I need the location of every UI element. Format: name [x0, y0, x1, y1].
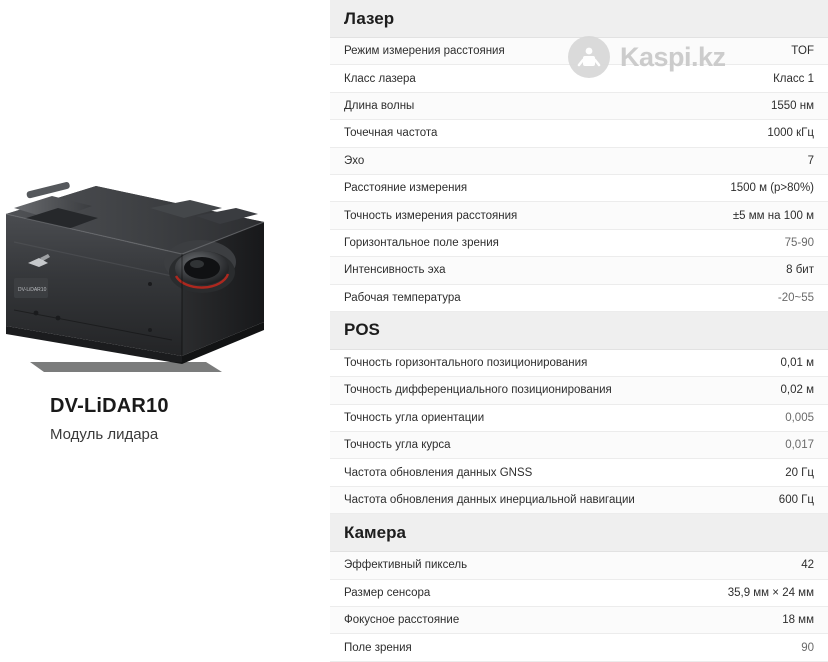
- spec-label: Длина волны: [344, 99, 415, 112]
- spec-row: [330, 65, 828, 92]
- spec-row: [330, 285, 828, 312]
- svg-text:DV-LiDAR10: DV-LiDAR10: [18, 287, 47, 293]
- spec-row: [330, 175, 828, 202]
- spec-row: [330, 93, 828, 120]
- spec-label: Класс лазера: [344, 72, 416, 85]
- spec-section-header: [330, 0, 828, 38]
- spec-label: Размер сенсора: [344, 586, 431, 599]
- spec-value: 0,01 м: [780, 357, 814, 370]
- spec-label: Эхо: [344, 154, 365, 167]
- spec-row: [330, 487, 828, 514]
- spec-row: [330, 148, 828, 175]
- lidar-module-photo: [0, 150, 310, 380]
- spec-label: Точность горизонтального позиционирования: [344, 357, 588, 370]
- spec-row: [330, 38, 828, 65]
- product-panel: [0, 0, 330, 641]
- spec-row: [330, 257, 828, 284]
- spec-row: [330, 580, 828, 607]
- spec-label: Расстояние измерения: [344, 182, 468, 195]
- spec-value: 35,9 мм × 24 мм: [727, 586, 814, 599]
- spec-value: 42: [801, 559, 814, 572]
- spec-row: [330, 607, 828, 634]
- spec-label: Точечная частота: [344, 127, 438, 140]
- spec-label: Поле зрения: [344, 641, 412, 654]
- spec-row: [330, 230, 828, 257]
- spec-value: 7: [807, 154, 814, 167]
- spec-section-header: [330, 312, 828, 350]
- spec-value: Класс 1: [773, 72, 814, 85]
- watermark-text: Kaspi.kz: [620, 41, 726, 72]
- spec-section-title: POS: [344, 320, 380, 340]
- spec-row: [330, 350, 828, 377]
- spec-section-header: [330, 514, 828, 552]
- spec-value: ±5 мм на 100 м: [732, 209, 814, 222]
- spec-value: 1550 нм: [770, 99, 814, 112]
- spec-row: [330, 459, 828, 486]
- spec-row: [330, 552, 828, 579]
- spec-value: 8 бит: [786, 264, 814, 277]
- spec-value: TOF: [791, 45, 814, 58]
- spec-value: 20 Гц: [785, 466, 814, 479]
- spec-row: [330, 120, 828, 147]
- spec-row: [330, 202, 828, 229]
- spec-value: 90: [801, 641, 814, 654]
- spec-value: 75-90: [784, 236, 814, 249]
- spec-value: 0,02 м: [780, 384, 814, 397]
- spec-value: 1000 кГц: [767, 127, 814, 140]
- spec-value: 0,005: [785, 411, 814, 424]
- spec-label: Интенсивность эха: [344, 264, 446, 277]
- spec-value: -20~55: [777, 291, 814, 304]
- spec-label: Точность дифференциального позиционирования: [344, 384, 612, 397]
- spec-value: 1500 м (p>80%): [730, 182, 814, 195]
- spec-label: Режим измерения расстояния: [344, 45, 505, 58]
- spec-row: [330, 634, 828, 661]
- spec-section-title: Лазер: [344, 8, 395, 28]
- spec-row: [330, 377, 828, 404]
- spec-label: Рабочая температура: [344, 291, 461, 304]
- spec-value: 18 мм: [782, 614, 814, 627]
- spec-label: Частота обновления данных GNSS: [344, 466, 533, 479]
- spec-label: Точность угла курса: [344, 439, 451, 452]
- product-title: DV-LiDAR10: [50, 395, 169, 417]
- spec-label: Эффективный пиксель: [344, 559, 468, 572]
- spec-section-title: Камера: [344, 522, 406, 542]
- spec-label: Точность измерения расстояния: [344, 209, 518, 222]
- spec-label: Частота обновления данных инерциальной навигации: [344, 494, 635, 507]
- spec-label: Фокусное расстояние: [344, 614, 460, 627]
- spec-row: [330, 405, 828, 432]
- spec-label: Точность угла ориентации: [344, 411, 485, 424]
- spec-row: [330, 432, 828, 459]
- spec-value: 0,017: [785, 439, 814, 452]
- spec-label: Горизонтальное поле зрения: [344, 236, 499, 249]
- spec-value: 600 Гц: [778, 494, 814, 507]
- specifications-table: [330, 0, 828, 654]
- product-subtitle: Модуль лидара: [50, 426, 159, 443]
